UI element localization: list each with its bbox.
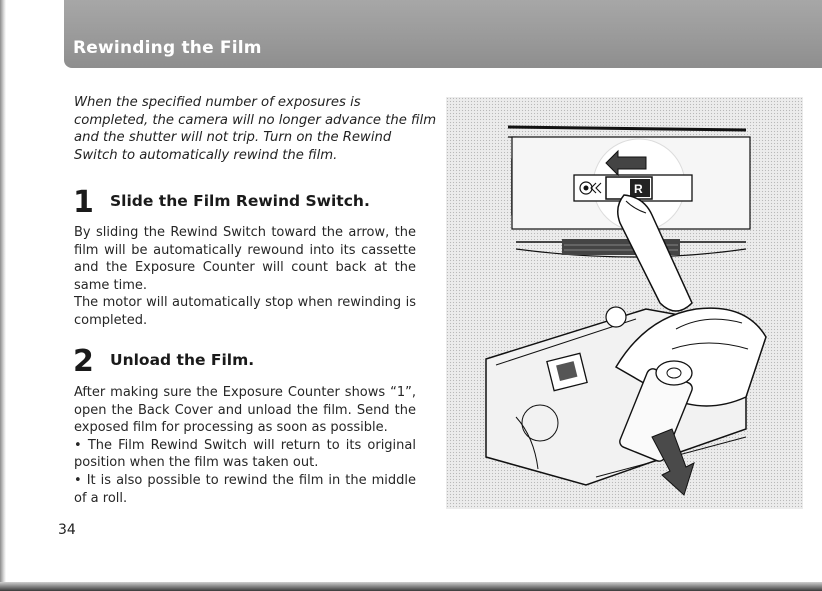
step-2-note: • It is also possible to rewind the film in the middle of a roll. xyxy=(74,472,416,507)
page-bottom-edge xyxy=(0,582,822,591)
step-1-paragraph: The motor will automatically stop when rewinding is completed. xyxy=(74,295,416,328)
section-title: Rewinding the Film xyxy=(73,38,262,58)
step-1-body xyxy=(74,224,416,330)
intro-line: Switch to automatically rewind the film. xyxy=(74,147,338,163)
step-title-2: Unload the Film. xyxy=(110,351,255,369)
page-number: 34 xyxy=(58,522,76,538)
step-number-1: 1 xyxy=(73,185,94,220)
step-2-body xyxy=(74,384,416,507)
intro-line: and the shutter will not trip. Turn on the Rewind xyxy=(74,130,392,146)
intro-line: completed, the camera will no longer advance the film xyxy=(74,112,437,128)
intro-line: When the specified number of exposures is xyxy=(74,95,361,110)
step-2-note: • The Film Rewind Switch will return to its original position when the film was taken out. xyxy=(74,437,416,472)
step-number-2: 2 xyxy=(73,344,94,379)
step-title-1: Slide the Film Rewind Switch. xyxy=(110,192,370,210)
step-2-paragraph: After making sure the Exposure Counter shows “1”, open the Back Cover and unload the film. Send the exposed film for processing as soon as possible. xyxy=(74,385,416,436)
switch-r-label: R xyxy=(634,182,643,196)
scan-edge-shadow xyxy=(0,0,6,591)
step-1-paragraph: By sliding the Rewind Switch toward the arrow, the film will be automatically rewound into its cassette and the Exposure Counter will count back at the same time. xyxy=(74,225,416,293)
intro-paragraph xyxy=(74,94,437,164)
rewind-illustration xyxy=(446,97,803,509)
camera-drawing xyxy=(446,97,803,509)
